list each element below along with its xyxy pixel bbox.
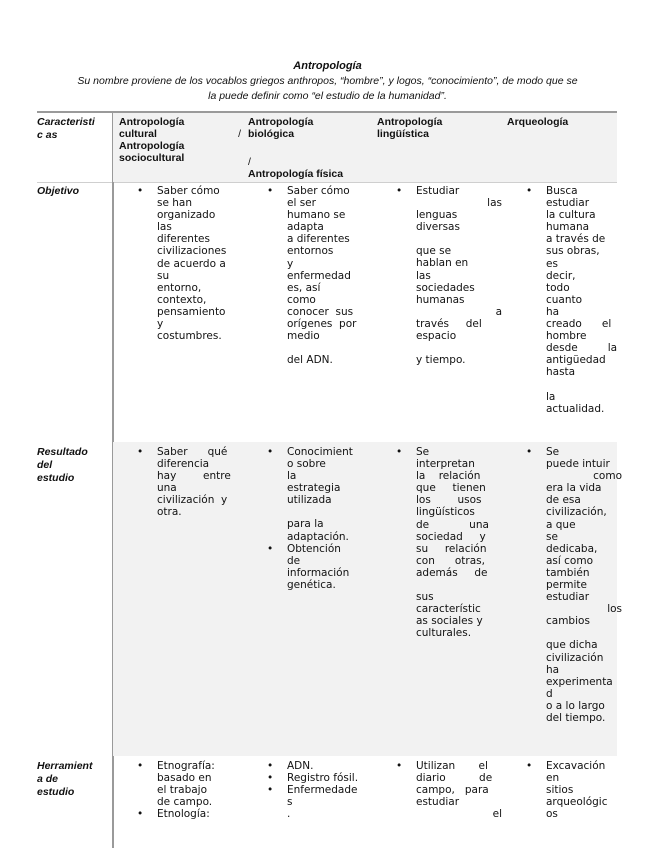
text-line: orígenes por	[287, 318, 357, 331]
list-item	[526, 760, 622, 820]
text-line: los usos	[416, 494, 482, 507]
text-line: • Enfermedade	[287, 784, 358, 797]
text-line: experimenta	[546, 675, 613, 688]
text-line: otra.	[157, 506, 182, 519]
text-line: se han	[157, 197, 193, 210]
text-line: s	[287, 796, 293, 809]
text-line: es	[546, 257, 558, 270]
text-line: una	[157, 482, 177, 495]
text-line: sitios	[546, 784, 574, 797]
text-line: a de	[37, 773, 59, 785]
text-line: diferencia	[157, 458, 210, 471]
text-line: además de	[416, 566, 488, 579]
list-item	[526, 185, 622, 415]
text-line: lingüística	[377, 128, 429, 140]
text-line: la cultura	[546, 209, 596, 222]
text-line: el ser	[287, 197, 316, 210]
text-line: basado en	[157, 772, 212, 785]
list-item	[137, 185, 243, 342]
text-line: • Busca	[546, 185, 578, 197]
objetivo-cultural-cell	[137, 185, 243, 342]
text-line: • Conocimient	[287, 446, 353, 458]
text-line: d	[546, 687, 553, 700]
text-line: cuanto	[546, 293, 583, 306]
text-line: • Etnografía:	[157, 760, 215, 772]
text-line: los	[607, 603, 622, 616]
text-line: dedicaba,	[546, 542, 598, 555]
text-line: decir,	[546, 269, 576, 282]
text-line: creado el	[546, 318, 612, 331]
text-line: como	[287, 293, 316, 306]
text-line: Antropología	[377, 116, 443, 128]
text-line: campo, para	[416, 784, 489, 797]
text-line: organizado	[157, 209, 216, 222]
list-item	[267, 772, 373, 784]
objetivo-linguistica-cell	[396, 185, 502, 366]
text-line: con otras,	[416, 554, 485, 567]
herramienta-arqueologia-cell	[526, 760, 622, 848]
text-line: como	[593, 470, 622, 483]
text-line: humanas	[416, 293, 465, 306]
herramienta-biologica-cell	[267, 760, 373, 848]
text-line: Antropología física	[248, 168, 344, 180]
text-line: del	[37, 459, 53, 471]
text-line: /	[238, 128, 241, 140]
text-line: se	[546, 530, 558, 543]
text-line: que se	[416, 245, 452, 258]
text-line: Herramient	[37, 760, 93, 772]
text-line: las	[487, 197, 502, 210]
row-label-objetivo	[37, 185, 79, 198]
list-item	[267, 760, 373, 772]
text-line: del tiempo.	[546, 711, 606, 724]
document-subtitle	[40, 74, 615, 104]
text-line: estrategia	[287, 482, 341, 495]
text-line: su relación	[416, 542, 487, 555]
text-line: la relación	[416, 470, 481, 483]
text-line: civilización,	[546, 506, 607, 519]
list-item	[137, 760, 243, 808]
text-line: y	[287, 257, 294, 270]
text-line: estudiar	[546, 591, 590, 604]
text-line: entornos	[287, 245, 334, 258]
text-line: lingüísticos	[416, 506, 475, 519]
text-line: era la vida	[546, 482, 602, 495]
text-line: c as	[37, 129, 58, 141]
list-item	[137, 808, 243, 820]
text-line: • Saber cómo	[157, 185, 220, 197]
list-item	[267, 185, 373, 366]
text-line: permite	[546, 579, 587, 592]
text-line: cambios	[546, 615, 590, 628]
text-line: la	[546, 390, 556, 403]
text-line: • ADN.	[287, 760, 314, 772]
text-line: estudiar	[546, 197, 590, 210]
row-label-herramienta	[37, 760, 92, 799]
objetivo-biologica-cell	[267, 185, 373, 366]
row-label-resultado	[37, 446, 88, 485]
text-line: civilización	[546, 651, 604, 664]
text-line: de esa	[546, 494, 581, 507]
text-line: Resultado	[37, 446, 88, 458]
text-line: estudiar	[416, 796, 460, 809]
text-line: • Etnología:	[157, 808, 210, 821]
text-line: enfermedad	[287, 269, 351, 282]
text-line: biológica	[248, 128, 295, 140]
text-line: cultural	[119, 128, 157, 140]
text-line: /	[248, 156, 251, 168]
document-title: Antropología	[293, 60, 362, 72]
text-line: a diferentes	[287, 233, 350, 246]
text-line: o sobre	[287, 458, 326, 471]
resultado-linguistica-cell	[396, 446, 502, 639]
col-header-biologica	[248, 116, 370, 180]
text-line: de acuerdo a	[157, 257, 226, 270]
list-item	[396, 185, 502, 366]
text-line: así como	[546, 554, 594, 567]
text-line: a que	[546, 518, 576, 531]
header-bottom-rule	[37, 182, 617, 183]
text-line: lenguas	[416, 209, 458, 222]
subtitle-line-2: la puede definir como “el estudio de la humanidad”.	[208, 90, 447, 102]
resultado-biologica-cell	[267, 446, 373, 591]
text-line: actualidad.	[546, 402, 605, 415]
text-line: civilizaciones	[157, 245, 227, 258]
text-line: medio	[287, 330, 320, 343]
text-line: para la	[287, 518, 324, 531]
text-line: genética.	[287, 578, 336, 591]
text-line: as sociales y	[416, 615, 483, 628]
text-line: Caracteristi	[37, 116, 95, 128]
text-line: interpretan	[416, 458, 475, 471]
list-item	[267, 784, 373, 820]
text-line: os	[546, 808, 558, 821]
text-line: • Saber qué	[157, 446, 228, 458]
objetivo-arqueologia-cell	[526, 185, 622, 415]
list-item	[267, 446, 373, 543]
text-line: • Registro fósil.	[287, 772, 359, 785]
text-line: conocer sus	[287, 305, 354, 318]
text-line: y tiempo.	[416, 354, 466, 367]
text-line: entorno,	[157, 281, 202, 294]
list-item	[396, 760, 502, 820]
col-header-linguistica	[377, 116, 499, 140]
text-line: • Estudiar	[416, 185, 460, 197]
text-line: • Utilizan el	[416, 760, 488, 772]
text-line: contexto,	[157, 293, 207, 306]
text-line: hombre	[546, 330, 587, 343]
text-line: de	[287, 554, 301, 567]
text-line: las	[416, 269, 431, 282]
text-line: utilizada	[287, 494, 332, 507]
text-line: su	[157, 269, 170, 282]
text-line: estudio	[37, 472, 75, 484]
text-line: o a lo largo	[546, 699, 605, 712]
text-line: pensamiento	[157, 305, 226, 318]
text-line: desde la	[546, 342, 618, 355]
herramienta-linguistica-cell	[396, 760, 502, 848]
resultado-cultural-cell	[137, 446, 243, 519]
text-line: antigüedad	[546, 354, 606, 367]
text-line: Antropología	[119, 140, 185, 152]
col-header-cultural	[119, 116, 241, 164]
text-line: civilización y	[157, 494, 228, 507]
list-item	[396, 446, 502, 639]
text-line: la	[287, 470, 297, 483]
text-line: • Excavación	[546, 760, 606, 772]
text-line: diversas	[416, 221, 460, 234]
text-line: hablan en	[416, 257, 469, 270]
text-line: Antropología	[248, 116, 314, 128]
characteristics-header	[37, 116, 95, 142]
text-line: el	[492, 808, 502, 821]
text-line: Objetivo	[37, 185, 80, 197]
list-item	[526, 446, 622, 724]
text-line: humana	[546, 221, 590, 234]
col-header-arqueologia	[507, 116, 617, 128]
text-line: sociedad y	[416, 530, 486, 543]
text-line: característic	[416, 603, 481, 616]
text-line: estudio	[37, 786, 75, 798]
text-line: también	[546, 566, 590, 579]
herramienta-cultural-cell	[137, 760, 243, 820]
text-line: diario de	[416, 772, 493, 785]
text-line: puede intuir	[546, 458, 610, 471]
text-line: y	[157, 318, 164, 331]
text-line: .	[287, 808, 291, 821]
text-line: diferentes	[157, 233, 210, 246]
text-line: arqueológic	[546, 796, 608, 809]
list-item	[137, 446, 243, 519]
text-line: sociedades	[416, 281, 475, 294]
text-line: las	[157, 221, 172, 234]
text-line: es, así	[287, 281, 321, 294]
text-line: hasta	[546, 366, 576, 379]
text-line: adapta	[287, 221, 324, 234]
text-line: información	[287, 566, 350, 579]
text-line: en	[546, 772, 560, 785]
text-line: sociocultural	[119, 152, 185, 164]
resultado-arqueologia-cell	[526, 446, 622, 724]
text-line: sus obras,	[546, 245, 600, 258]
text-line: del ADN.	[287, 354, 333, 367]
text-line: través del	[416, 317, 482, 330]
text-line: sus	[416, 591, 434, 604]
text-line: espacio	[416, 330, 457, 343]
text-line: hay entre	[157, 470, 231, 483]
text-line: • Se	[416, 446, 430, 458]
text-line: que dicha	[546, 639, 598, 652]
text-line: culturales.	[416, 627, 472, 640]
text-line: el trabajo	[157, 784, 208, 797]
text-line: ha	[546, 663, 560, 676]
list-item	[267, 543, 373, 591]
text-line: que tienen	[416, 482, 486, 495]
text-line: • Saber cómo	[287, 185, 350, 197]
text-line: • Se	[546, 446, 560, 458]
text-line: Arqueología	[507, 116, 569, 128]
text-line: de una	[416, 518, 489, 531]
text-line: a	[495, 305, 502, 318]
text-line: • Obtención	[287, 542, 341, 555]
text-line: todo	[546, 281, 570, 294]
text-line: de campo.	[157, 796, 213, 809]
text-line: humano se	[287, 209, 346, 222]
text-line: Antropología	[119, 116, 185, 128]
text-line: ha	[546, 305, 560, 318]
text-line: costumbres.	[157, 330, 222, 343]
text-line: a través de	[546, 233, 606, 246]
subtitle-line-1: Su nombre proviene de los vocablos griegos anthropos, “hombre”, y logos, “conocimiento”, de modo que se	[77, 75, 578, 87]
text-line: adaptación.	[287, 530, 349, 543]
